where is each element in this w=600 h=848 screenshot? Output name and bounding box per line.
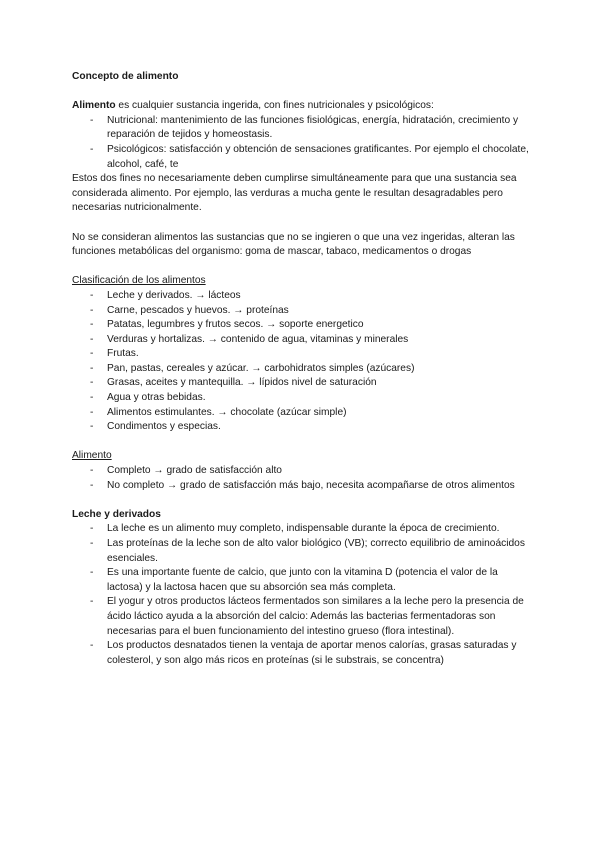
- paragraph: No se consideran alimentos las sustancias que no se ingieren o que una vez ingeridas, alteran las funciones metabólicas del organismo: goma de mascar, tabaco, medicamentos o drogas: [72, 231, 515, 258]
- list-item: - La leche es un alimento muy completo, indispensable durante la época de crecimiento.: [72, 522, 534, 537]
- list-item: - Verduras y hortalizas. → contenido de agua, vitaminas y minerales: [72, 333, 534, 348]
- list-item: - Patatas, legumbres y frutos secos. → soporte energetico: [72, 318, 534, 333]
- section-heading-leche: Leche y derivados: [72, 508, 161, 520]
- clasificacion-list: [72, 289, 534, 435]
- list-item: - Grasas, aceites y mantequilla. → lípidos nivel de saturación: [72, 376, 534, 391]
- section-heading-clasificacion: Clasificación de los alimentos: [72, 275, 206, 287]
- list-item: - No completo → grado de satisfacción más bajo, necesita acompañarse de otros alimentos: [72, 479, 534, 494]
- definition-paragraph: [72, 99, 534, 114]
- list-item: - Carne, pescados y huevos. → proteínas: [72, 304, 534, 319]
- list-item: - Es una importante fuente de calcio, que junto con la vitamina D (potencia el valor de la lactosa) y la lactosa hacen que su absorción sea más completa.: [72, 566, 534, 595]
- page-title: Concepto de alimento: [72, 71, 179, 82]
- paragraph: Estos dos fines no necesariamente deben cumplirse simultáneamente para que una sustancia sea considerada alimento. Por ejemplo, las verduras a mucha gente le resultan desagradables pero necesarias nutricionalmente.: [72, 173, 517, 214]
- list-item: - El yogur y otros productos lácteos fermentados son similares a la leche pero la presencia de ácido láctico ayuda a la absorción del calcio: Además las bacterias fermentadoras son necesarias para el buen funcionamiento del intestino grueso (flora intestinal).: [72, 595, 534, 639]
- leche-list: [72, 522, 534, 668]
- list-item: - Nutricional: mantenimiento de las funciones fisiológicas, energía, hidratación, crecimiento y reparación de tejidos y homeostasis.: [72, 114, 534, 143]
- list-item: - Los productos desnatados tienen la ventaja de aportar menos calorías, grasas saturadas y colesterol, y son algo más ricos en proteínas (si le substrais, se concentra): [72, 639, 534, 668]
- list-item: - Psicológicos: satisfacción y obtención de sensaciones gratificantes. Por ejemplo el chocolate, alcohol, café, te: [72, 143, 534, 172]
- definition-text: es cualquier sustancia ingerida, con fines nutricionales y psicológicos:: [115, 100, 434, 112]
- document-body: [72, 70, 534, 668]
- list-item: - Pan, pastas, cereales y azúcar. → carbohidratos simples (azúcares): [72, 362, 534, 377]
- list-item: - Leche y derivados. → lácteos: [72, 289, 534, 304]
- list-item: - Las proteínas de la leche son de alto valor biológico (VB); correcto equilibrio de aminoácidos esenciales.: [72, 537, 534, 566]
- list-item: - Alimentos estimulantes. → chocolate (azúcar simple): [72, 406, 534, 421]
- alimento-list: [72, 464, 534, 493]
- list-item: - Condimentos y especias.: [72, 420, 534, 435]
- definition-term: Alimento: [72, 100, 116, 112]
- purpose-list: [72, 114, 534, 172]
- section-heading-alimento: Alimento: [72, 450, 112, 462]
- list-item: - Agua y otras bebidas.: [72, 391, 534, 406]
- list-item: - Completo → grado de satisfacción alto: [72, 464, 534, 479]
- list-item: - Frutas.: [72, 347, 534, 362]
